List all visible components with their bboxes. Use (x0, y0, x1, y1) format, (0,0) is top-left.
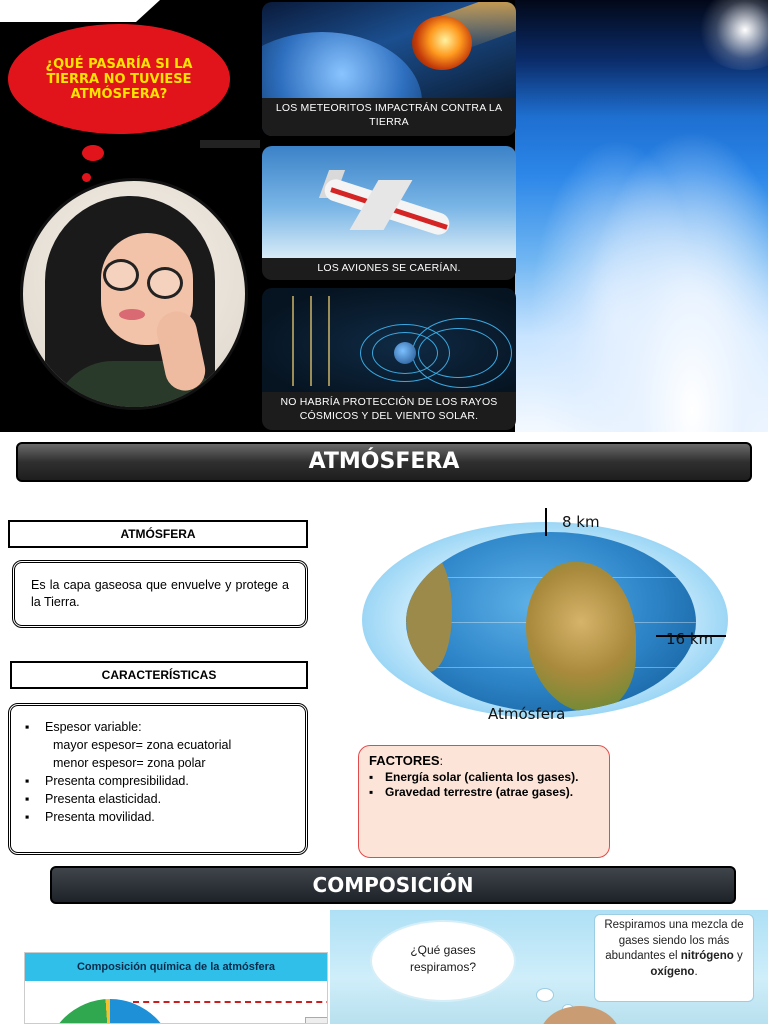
question-text: ¿QUÉ PASARÍA SI LA TIERRA NO TUVIESE ATMÓSFERA? (45, 56, 193, 102)
magnetosphere-panel (262, 288, 516, 430)
info-box: Respiramos una mezcla de gases siendo los más abundantes el nitrógeno y oxígeno. (594, 914, 754, 1002)
thought-dot (82, 173, 91, 182)
child-illustration (540, 1006, 620, 1024)
list-item: ▪ Presenta movilidad. (25, 810, 155, 824)
characteristics-box (8, 703, 308, 855)
atmosphere-label: Atmósfera (488, 705, 566, 723)
airplane-image (262, 146, 516, 258)
list-item: ▪ Energía solar (calienta los gases). (369, 769, 579, 784)
definition-header: ATMÓSFERA (8, 520, 308, 548)
section-title-composicion: COMPOSICIÓN (50, 866, 736, 904)
list-subitem: menor espesor= zona polar (53, 756, 206, 770)
question-thought-bubble (8, 24, 230, 134)
airplane-panel (262, 146, 516, 280)
meteor-image (262, 2, 516, 98)
chart-title: Composición química de la atmósfera (25, 953, 327, 981)
factors-title: FACTORES (369, 753, 440, 768)
breathing-illustration (330, 910, 768, 1024)
composition-chart-card (24, 952, 328, 1024)
definition-box (12, 560, 308, 628)
characteristics-header: CARACTERÍSTICAS (10, 661, 308, 689)
list-item: ▪ Gravedad terrestre (atrae gases). (369, 785, 574, 799)
meteor-caption: LOS METEORITOS IMPACTRÁN CONTRA LA TIERRA (262, 98, 516, 136)
factors-box: FACTORES: ▪ Energía solar (calienta los gases). ▪ Gravedad terrestre (atrae gases). (358, 745, 610, 858)
intro-banner (0, 0, 768, 432)
magnetosphere-caption: NO HABRÍA PROTECCIÓN DE LOS RAYOS CÓSMICOS Y DEL VIENTO SOLAR. (262, 392, 516, 430)
airplane-caption: LOS AVIONES SE CAERÍAN. (262, 258, 516, 280)
callout-line (133, 1001, 328, 1024)
polar-thickness-label: 8 km (562, 513, 600, 531)
earth-atmosphere-diagram (318, 490, 768, 735)
earth-globe (406, 532, 696, 712)
list-subitem: mayor espesor= zona ecuatorial (53, 738, 232, 752)
list-item: ▪ Espesor variable: (25, 720, 142, 734)
section-title-atmosfera: ATMÓSFERA (16, 442, 752, 482)
cloud-question: ¿Qué gases respiramos? (409, 943, 477, 974)
girl-illustration (20, 178, 248, 410)
list-item: ▪ Presenta compresibilidad. (25, 774, 189, 788)
earth-atmosphere-photo (515, 0, 768, 432)
thought-dot (82, 145, 104, 161)
list-item: ▪ Presenta elasticidad. (25, 792, 162, 806)
definition-text: Es la capa gaseosa que envuelve y protege a la Tierra. (31, 578, 289, 609)
magnetosphere-image (262, 288, 516, 392)
equator-thickness-label: 16 km (666, 630, 714, 648)
polar-thickness-arrow (545, 508, 547, 536)
meteor-panel (262, 2, 516, 136)
question-cloud (372, 922, 514, 1000)
